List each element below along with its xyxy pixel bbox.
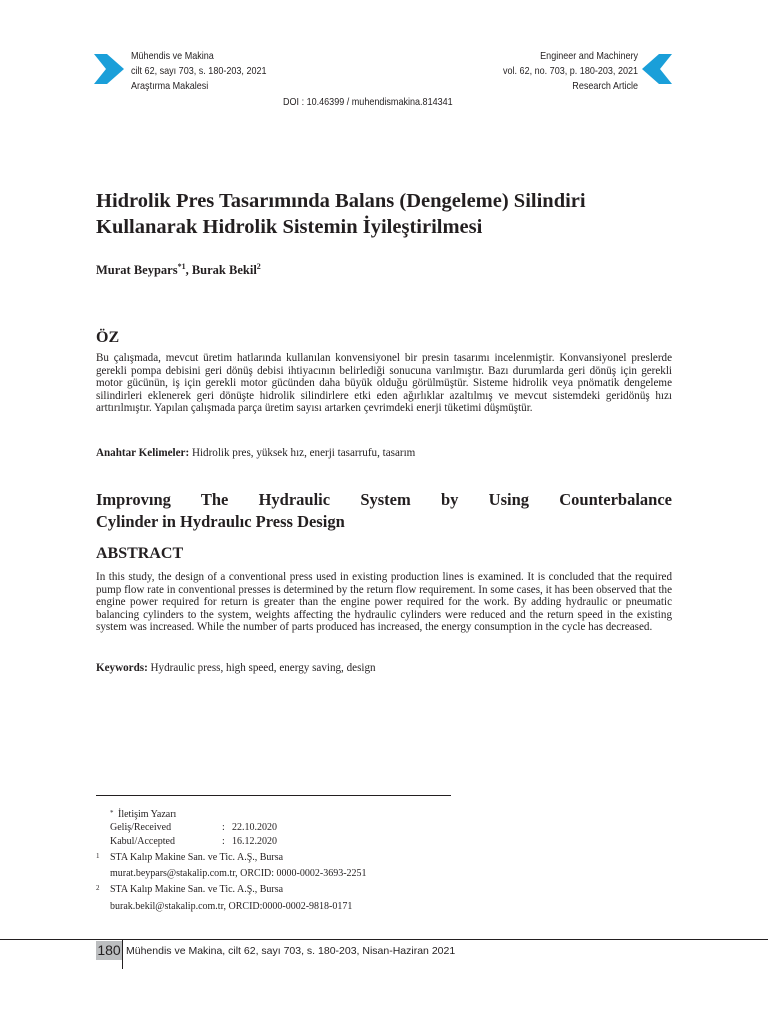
affiliation-2-contact: burak.bekil@stakalip.com.tr, ORCID:0000-0002-9818-0171 <box>110 901 353 912</box>
affiliation-2-name: STA Kalıp Makine San. ve Tic. A.Ş., Bursa <box>110 884 284 895</box>
footnote-corresponding <box>110 809 177 821</box>
journal-name-en: Engineer and Machinery <box>540 50 638 62</box>
footnote-mark: * <box>110 809 114 817</box>
chevron-left-icon <box>642 54 672 84</box>
abstract-heading: ABSTRACT <box>96 545 184 562</box>
author-name: Burak Bekil <box>191 263 257 278</box>
footnote-divider <box>96 795 451 796</box>
keywords-tr <box>96 447 415 459</box>
author-mark: 2 <box>256 262 261 271</box>
received-date: 22.10.2020 <box>232 822 277 833</box>
footer-vertical-divider <box>122 939 123 969</box>
abstract-body: In this study, the design of a conventional press used in existing production lines is examined. It is concluded that the required pump flow rate in conventional presses is determined by the return flow requirement. In some cases, it has been observed that the engine power required for return is greater than the engine power required for the work. By adding hydraulic or pneumatic balancing cylinders to the system, weights affecting the hydraulic cylinders were reduced and the return speed in the existing system was increased. While the number of parts produced has increased, the energy consumption in the cycle has decreased. <box>96 571 672 634</box>
footnote-mark: 2 <box>96 884 100 892</box>
doi-link[interactable]: DOI : 10.46399 / muhendismakina.814341 <box>283 96 453 108</box>
affiliation-1-contact: murat.beypars@stakalip.com.tr, ORCID: 0000-0002-3693-2251 <box>110 868 367 879</box>
author-separator: , <box>185 263 192 278</box>
journal-volume-tr: cilt 62, sayı 703, s. 180-203, 2021 <box>131 65 267 77</box>
author-mark: *1 <box>177 262 186 271</box>
author-name: Murat Beypars <box>96 263 178 278</box>
journal-name-tr: Mühendis ve Makina <box>131 50 214 62</box>
affiliation-1-name: STA Kalıp Makine San. ve Tic. A.Ş., Bursa <box>110 852 284 863</box>
page-number: 180 <box>97 942 121 958</box>
keywords-en <box>96 662 376 674</box>
title-en-line: Cylinder in Hydraulıc Press Design <box>96 512 345 531</box>
keywords-tr-label: Anahtar Kelimeler: <box>96 447 190 459</box>
accepted-date-row <box>110 836 277 848</box>
title-tr-line: Kullanarak Hidrolik Sistemin İyileştirilmesi <box>96 216 483 238</box>
journal-volume-en: vol. 62, no. 703, p. 180-203, 2021 <box>502 65 638 77</box>
affiliation-2 <box>96 884 284 896</box>
chevron-right-icon <box>94 54 124 84</box>
accepted-label: Kabul/Accepted <box>110 836 175 847</box>
footer-journal-info: Mühendis ve Makina, cilt 62, sayı 703, s. 180-203, Nisan-Haziran 2021 <box>126 945 456 957</box>
footer-divider <box>0 939 768 940</box>
article-title-en <box>96 489 672 533</box>
keywords-tr-text: Hidrolik pres, yüksek hız, enerji tasarrufu, tasarım <box>191 447 416 459</box>
corresponding-label: İletişim Yazarı <box>118 809 177 820</box>
received-label: Geliş/Received <box>110 822 172 833</box>
accepted-date: 16.12.2020 <box>232 836 277 847</box>
title-en-line: Improvıng The Hydraulic System by Using Counterbalance <box>96 490 672 509</box>
author-list <box>96 262 261 278</box>
keywords-en-text: Hydraulic press, high speed, energy saving, design <box>150 662 376 674</box>
footnote-mark: 1 <box>96 852 100 860</box>
received-date-row <box>110 822 277 834</box>
affiliation-1 <box>96 852 284 864</box>
article-type-tr: Araştırma Makalesi <box>131 80 209 92</box>
header-journal-en <box>503 49 638 94</box>
keywords-en-label: Keywords: <box>96 662 148 674</box>
article-title-tr <box>96 188 696 240</box>
header-journal-tr <box>131 49 267 94</box>
article-type-en: Research Article <box>572 80 638 92</box>
accepted-separator: : <box>222 836 225 847</box>
oz-heading: ÖZ <box>96 329 120 346</box>
oz-body: Bu çalışmada, mevcut üretim hatlarında kullanılan konvensiyonel bir presin tasarımı incelenmiştir. Konvansiyonel preslerde gerekli pompa debisini geri dönüş debisi ihtiyacının belirlediği sonucuna varılmıştır. Bazı durumlarda geri dönüş için gerekli motor gücünün, iş için gerekli motor gücünden daha büyük olduğu görülmüştür. Sisteme hidrolik veya pnömatik dengeleme silindirleri eklenerek geri dönüşte hidrolik silindirlere etki eden ağırlıklar azaltılmış ve mevcut sistemdeki geridönüş hızı arttırılmıştır. Yapılan çalışmada parça üretim sayısı artarken çevrimdeki enerji tüketimi düşmüştür. <box>96 352 672 415</box>
received-separator: : <box>222 822 225 833</box>
title-tr-line: Hidrolik Pres Tasarımında Balans (Dengeleme) Silindiri <box>96 190 586 212</box>
